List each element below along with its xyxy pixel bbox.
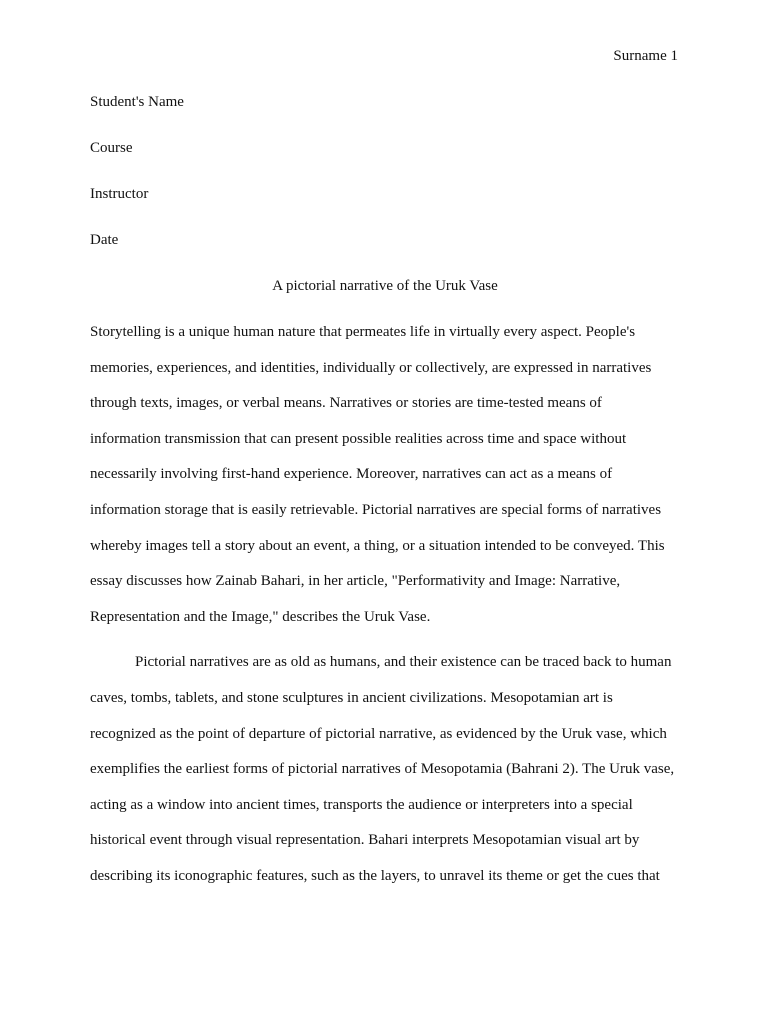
paragraph-line: Representation and the Image," describes the Uruk Vase.	[90, 608, 431, 625]
paragraph-line: essay discusses how Zainab Bahari, in her article, "Performativity and Image: Narrative,	[90, 573, 621, 590]
paragraph-line: acting as a window into ancient times, transports the audience or interpreters into a special	[90, 796, 633, 813]
paragraph-line: whereby images tell a story about an event, a thing, or a situation intended to be conveyed. This	[90, 537, 665, 554]
date-line: Date	[90, 232, 119, 248]
paragraph-line: recognized as the point of departure of pictorial narrative, as evidenced by the Uruk vase, which	[90, 725, 667, 742]
page-header-surname: Surname 1	[613, 48, 678, 64]
paragraph-line: historical event through visual representation. Bahari interprets Mesopotamian visual art by	[90, 832, 640, 849]
document-content	[90, 92, 680, 902]
paragraph-1	[90, 322, 680, 627]
paragraph-line: necessarily involving first-hand experience. Moreover, narratives can act as a means of	[90, 466, 613, 483]
paragraph-line: information transmission that can present possible realities across time and space without	[90, 430, 627, 447]
instructor-line: Instructor	[90, 186, 149, 202]
student-name-line: Student's Name	[90, 94, 184, 110]
paragraph-line: exemplifies the earliest forms of pictorial narratives of Mesopotamia (Bahrani 2). The Uruk vase,	[90, 761, 675, 778]
paragraph-line: describing its iconographic features, such as the layers, to unravel its theme or get the cues that	[90, 867, 660, 884]
paragraph-line: Pictorial narratives are as old as humans, and their existence can be traced back to human	[135, 654, 672, 671]
paragraph-line: memories, experiences, and identities, individually or collectively, are expressed in narratives	[90, 359, 652, 376]
paragraph-line: Storytelling is a unique human nature that permeates life in virtually every aspect. People's	[90, 324, 636, 340]
paragraph-line: through texts, images, or verbal means. Narratives or stories are time-tested means of	[90, 395, 602, 412]
paragraph-line: information storage that is easily retrievable. Pictorial narratives are special forms of narratives	[90, 501, 662, 518]
paragraph-line: caves, tombs, tablets, and stone sculptures in ancient civilizations. Mesopotamian art is	[90, 689, 613, 706]
essay-title: A pictorial narrative of the Uruk Vase	[272, 278, 498, 294]
paragraph-2	[90, 652, 680, 886]
course-line: Course	[90, 140, 133, 156]
